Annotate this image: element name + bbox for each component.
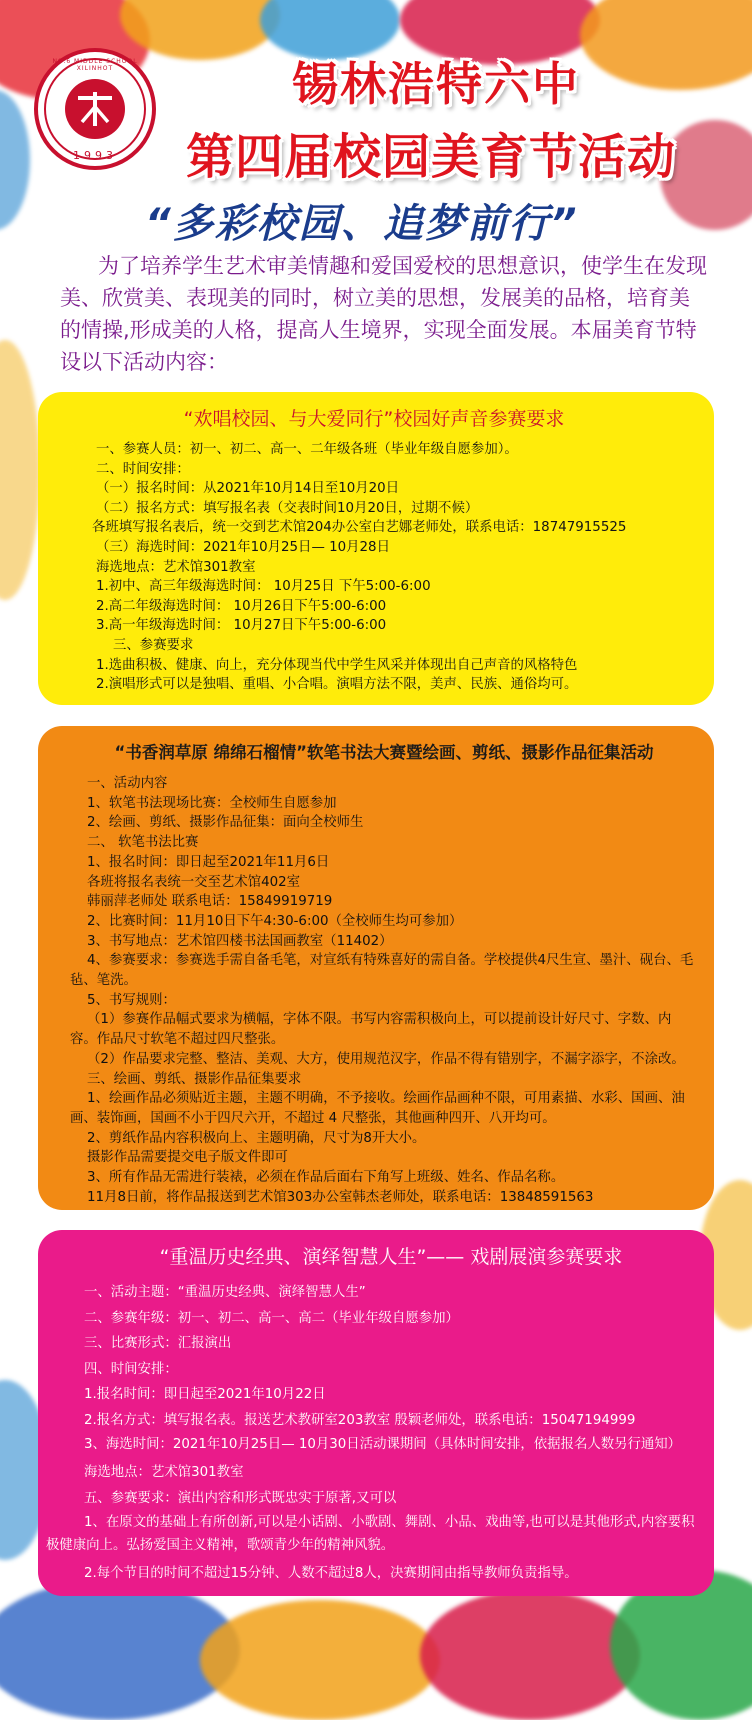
singing-line: 三、参赛要求: [96, 637, 194, 653]
singing-contest-panel: [38, 392, 714, 705]
logo-year: 1993: [73, 149, 117, 162]
singing-line: 3.高一年级海选时间： 10月27日下午5:00-6:00: [96, 618, 387, 634]
singing-contest-title: “欢唱校园、与大爱同行”校园好声音参赛要求: [183, 408, 565, 430]
singing-line: （一）报名时间：从2021年10月14日至10月20日: [96, 481, 400, 497]
singing-line: 2.高二年级海选时间： 10月26日下午5:00-6:00: [96, 598, 387, 614]
calligraphy-line: （2）作品要求完整、整洁、美观、大方，使用规范汉字，作品不得有错别字，不漏字添字，不涂改。: [70, 1051, 685, 1067]
singing-line: 2.演唱形式可以是独唱、重唱、小合唱。演唱方法不限，美声、民族、通俗均可。: [96, 677, 578, 693]
drama-line: 1、在原文的基础上有所创新,可以是小话剧、小歌剧、舞剧、小品、戏曲等,也可以是其他形式,内容要积极健康向上。弘扬爱国主义精神，歌颂青少年的精神风貌。: [46, 1515, 695, 1553]
calligraphy-line: 4、参赛要求：参赛选手需自备毛笔，对宣纸有特殊喜好的需自备。学校提供4尺生宣、墨汁、砚台、毛毡、笔洗。: [70, 953, 694, 989]
drama-line: 二、参赛年级：初一、初二、高一、高二（毕业年级自愿参加）: [84, 1310, 459, 1326]
singing-line: 一、参赛人员：初一、初二、高一、二年级各班（毕业年级自愿参加）。: [96, 442, 518, 457]
calligraphy-line: 韩丽萍老师处 联系电话：15849919719: [70, 894, 333, 910]
calligraphy-line: 1、报名时间：即日起至2021年11月6日: [70, 854, 330, 870]
singing-line: 各班填写报名表后，统一交到艺术馆204办公室白艺娜老师处，联系电话：18747915525: [92, 520, 627, 536]
drama-line: 三、比赛形式：汇报演出: [84, 1336, 232, 1351]
drama-line: 2.每个节目的时间不超过15分钟、人数不超过8人，决赛期间由指导教师负责指导。: [84, 1566, 578, 1581]
singing-line: （三）海选时间：2021年10月25日— 10月28日: [96, 539, 390, 555]
calligraphy-contest-title: “书香润草原 绵绵石榴情”软笔书法大赛暨绘画、剪纸、摄影作品征集活动: [114, 743, 654, 762]
calligraphy-line: 3、所有作品无需进行装裱，必须在作品后面右下角写上班级、姓名、作品名称。: [70, 1170, 565, 1186]
calligraphy-line: 11月8日前，将作品报送到艺术馆303办公室韩杰老师处，联系电话：13848591563: [70, 1189, 594, 1205]
drama-line: 四、时间安排：: [84, 1361, 178, 1377]
slogan: “多彩校园、追梦前行”: [145, 201, 579, 247]
singing-line: （二）报名方式：填写报名表（交表时间10月20日，过期不候）: [96, 500, 479, 516]
drama-line: 1.报名时间：即日起至2021年10月22日: [84, 1387, 326, 1402]
singing-line: 1.初中、高三年级海选时间： 10月25日 下午5:00-6:00: [96, 579, 431, 595]
calligraphy-line: 3、书写地点：艺术馆四楼书法国画教室（11402）: [70, 933, 393, 949]
calligraphy-line: 2、比赛时间：11月10日下午4:30-6:00（全校师生均可参加）: [70, 913, 463, 929]
calligraphy-line: 三、绘画、剪纸、摄影作品征集要求: [70, 1071, 302, 1087]
singing-line: 二、时间安排：: [96, 461, 190, 477]
calligraphy-contest-panel: [38, 726, 714, 1210]
calligraphy-line: 摄影作品需要提交电子版文件即可: [70, 1150, 288, 1166]
school-name-title: 锡林浩特六中: [292, 57, 580, 111]
calligraphy-line: 2、剪纸作品内容积极向上、主题明确，尺寸为8开大小。: [70, 1130, 426, 1146]
calligraphy-line: 二、 软笔书法比赛: [70, 835, 199, 851]
drama-contest-panel: [38, 1230, 714, 1596]
calligraphy-line: 各班将报名表统一交至艺术馆402室: [70, 874, 301, 890]
drama-line: 一、活动主题：“重温历史经典、演绎智慧人生”: [84, 1285, 366, 1300]
intro-paragraph: 为了培养学生艺术审美情趣和爱国爱校的思想意识，使学生在发现美、欣赏美、表现美的同时，树立美的思想，发展美的品格，培育美的情操,形成美的人格，提高人生境界，实现全面发展。本届美育节特设以下活动内容：: [60, 254, 707, 374]
calligraphy-line: 2、绘画、剪纸、摄影作品征集：面向全校师生: [70, 815, 364, 831]
logo-motto: NO.6 MIDDLE SCHOOL XILINHOT: [52, 58, 138, 72]
drama-contest-title: “重温历史经典、演绎智慧人生”—— 戏剧展演参赛要求: [159, 1246, 623, 1268]
drama-line: 海选地点：艺术馆301教室: [84, 1465, 244, 1480]
drama-line: 3、海选时间：2021年10月25日— 10月30日活动课期间（具体时间安排，依据报名人数另行通知）: [84, 1437, 682, 1452]
calligraphy-line: （1）参赛作品幅式要求为横幅，字体不限。书写内容需积极向上，可以提前设计好尺寸、字数、内容。作品尺寸软笔不超过四尺整张。: [70, 1012, 672, 1048]
drama-line: 2.报名方式：填写报名表。报送艺术教研室203教室 殷颖老师处，联系电话：15047194999: [84, 1412, 636, 1428]
festival-title: 第四届校园美育节活动: [185, 129, 676, 185]
calligraphy-line: 1、绘画作品必须贴近主题，主题不明确，不予接收。绘画作品画种不限，可用素描、水彩、国画、油画、装饰画，国画不小于四尺六开，不超过 4 尺整张，其他画种四开、八开均可。: [70, 1091, 685, 1126]
singing-line: 海选地点：艺术馆301教室: [96, 559, 256, 575]
calligraphy-line: 5、书写规则：: [70, 992, 176, 1008]
calligraphy-line: 1、软笔书法现场比赛：全校师生自愿参加: [70, 795, 337, 811]
singing-line: 1.选曲积极、健康、向上，充分体现当代中学生风采并体现出自己声音的风格特色: [96, 657, 578, 673]
calligraphy-line: 一、活动内容: [70, 776, 168, 791]
drama-line: 五、参赛要求：演出内容和形式既忠实于原著,又可以: [84, 1490, 397, 1506]
